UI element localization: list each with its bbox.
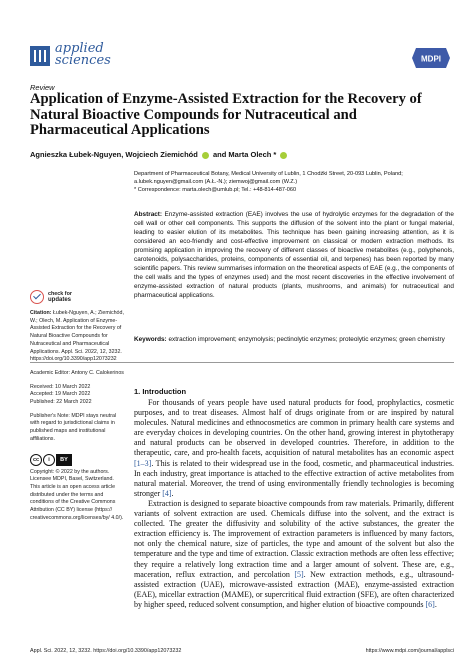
academic-editor: Academic Editor: Antony C. Calokerinos [30, 369, 124, 376]
by-icon: BY [56, 454, 72, 466]
orcid-icon[interactable] [202, 152, 209, 159]
received-date: Received: 10 March 2022 [30, 383, 91, 390]
author-list [30, 150, 289, 159]
check-updates-line1: check for [48, 291, 72, 297]
copyright-text: Copyright: © 2022 by the authors. Licensee MDPI, Basel, Switzerland. This article is an open access article distributed under the terms and conditions of the Creative Commons Attribution (CC BY) license (https:// creativecommons.org/licenses/by/ 4.0/). [30, 468, 124, 521]
citation-label: Citation: [30, 310, 52, 316]
keywords [134, 335, 454, 344]
article-info-sidebar [30, 290, 125, 522]
keywords-label: Keywords: [134, 336, 167, 343]
publisher-note: Publisher's Note: MDPI stays neutral with regard to jurisdictional claims in published maps and institutional affiliations. [30, 412, 117, 442]
correspondence: * Correspondence: marta.olech@umlub.pl; Tel.: +48-814-487-060 [134, 187, 297, 193]
authors-part2: and Marta Olech * [213, 150, 277, 159]
abstract-label: Abstract: [134, 211, 163, 218]
check-updates-icon [30, 290, 44, 304]
affiliation [134, 170, 454, 194]
publisher-name: MDPI [421, 54, 441, 64]
cc-icon: cc [30, 454, 42, 466]
article-type: Review [30, 83, 55, 92]
affiliation-line: Department of Pharmaceutical Botany, Medical University of Lublin, 1 Chodźki Street, 20-093 Lublin, Poland; [134, 171, 403, 177]
journal-logo-icon [30, 46, 50, 66]
page-footer [30, 648, 454, 654]
abstract-text: Enzyme-assisted extraction (EAE) involves the use of hydrolytic enzymes for the degradation of the cell wall or other cell components. This supports the diffusion of the solvent into the plant or fungal material, leading to easier elution of its metabolites. This technique has been gaining increasing attention, as it is considered an eco-friendly and cost-effective improvement on classical or modern extraction methods. Its promising application in improving the recovery of different classes of bioactive metabolites (e.g., polyphenols, carotenoids, polysaccharides, proteins, components of essential oil, and terpenes) has been reported by many scientific papers. This review summarises information on the theoretical aspects of EAE (e.g., the components of the cell walls and the types of enzymes used) and the most recent discoveries in the effective involvement of enzyme-assisted extraction of natural products (plants, mushrooms, and animals) for nutraceutical and pharmaceutical applications. [134, 211, 454, 299]
author-emails[interactable]: a.lubek.nguyen@gmail.com (A.Ł.-N.); ziemwoj@gmail.com (W.Z.) [134, 179, 298, 185]
footer-citation[interactable]: Appl. Sci. 2022, 12, 3232. https://doi.org/10.3390/app12073232 [30, 648, 182, 654]
published-date: Published: 22 March 2022 [30, 399, 92, 406]
footer-journal-url[interactable]: https://www.mdpi.com/journal/applsci [365, 648, 454, 654]
citation-text: Łubek-Nguyen, A.; Ziemichód, W.; Olech, M. Application of Enzyme-Assisted Extraction for the Recovery of Natural Bioactive Compounds for Nutraceutical and Pharmaceutical Applications. Appl. Sci. 2022, 12, 3232. https://doi.org/10.3390/app12073232 [30, 310, 124, 363]
article-title: Application of Enzyme-Assisted Extraction for the Recovery of Natural Bioactive Compounds for Nutraceutical and Pharmaceutical Applications [30, 91, 422, 139]
citation-link[interactable]: [4] [162, 488, 172, 498]
mdpi-logo-icon [412, 48, 450, 68]
dates-block [30, 384, 125, 407]
keywords-text: extraction improvement; enzymolysis; pectinolytic enzymes; proteolytic enzymes; green chemistry [168, 336, 445, 343]
journal-header [30, 41, 450, 74]
citation-link[interactable]: [5] [294, 569, 304, 579]
paragraph: For thousands of years people have used natural products for food, prophylactics, cosmetic purposes, and to treat diseases. Almost half of drugs originate from or are inspired by natural molecules. Natural medicines and ethnocosmetics are common in primary health care systems and are everyday choices in developing countries. On the other hand, growing interest in phytotherapy and natural products can be observed in developed countries. Therefore, in addition to the therapeutic, care, and pro-health facets, acquisition of natural metabolites has an economic aspect [1–3]. This is related to their widespread use in the food, cosmetic, and pharmaceutical industries. In each industry, great importance is attached to the effective extraction of active metabolites from natural material. Moreover, the trend of using environmentally friendly technologies is becoming stronger [4]. [134, 398, 454, 498]
accepted-date: Accepted: 19 March 2022 [30, 391, 91, 398]
authors-part1: Agnieszka Łubek-Nguyen, Wojciech Ziemichód [30, 150, 198, 159]
abstract [134, 210, 454, 300]
journal-name-line1: applied [55, 41, 104, 56]
check-updates-line2: updates [48, 297, 72, 303]
cc-by-license-icon[interactable] [30, 454, 125, 466]
journal-name [55, 43, 111, 67]
introduction-body [134, 398, 454, 610]
citation-link[interactable]: [6] [425, 599, 435, 609]
journal-name-line2: sciences [55, 53, 111, 68]
orcid-icon[interactable] [280, 152, 287, 159]
attribution-icon: i [43, 454, 55, 466]
check-for-updates-button[interactable] [30, 290, 125, 304]
citation-block [30, 310, 125, 364]
citation-link[interactable]: [1–3] [134, 458, 152, 468]
section-heading: 1. Introduction [134, 387, 187, 396]
paragraph: Extraction is designed to separate bioactive compounds from raw materials. Primarily, different variants of solvent extraction are used. Chemicals diffuse into the solvent, and the extract is collected. The greater the diffusivity and solubility of the active substances, the greater the extraction efficiency is. The improvement of extraction parameters is influenced by many factors, not only the chemical nature, size of particles, the type and amount of the solvent but also the temperature and the type and time of extraction. Classic extraction methods are often less effective; they require a relatively long extraction time and a larger amount of solvent. These are, e.g., maceration, reflux extraction, and percolation [5]. New extraction methods, e.g., ultrasound-assisted extraction (UAE), microwave-assisted extraction (MAE), enzyme-assisted extraction (EAE), micellar extraction (MAME), or supercritical fluid extraction (SFE), are often characterized by higher speed, reduced solvent consumption, and higher elution of bioactive compounds [6]. [134, 498, 455, 609]
